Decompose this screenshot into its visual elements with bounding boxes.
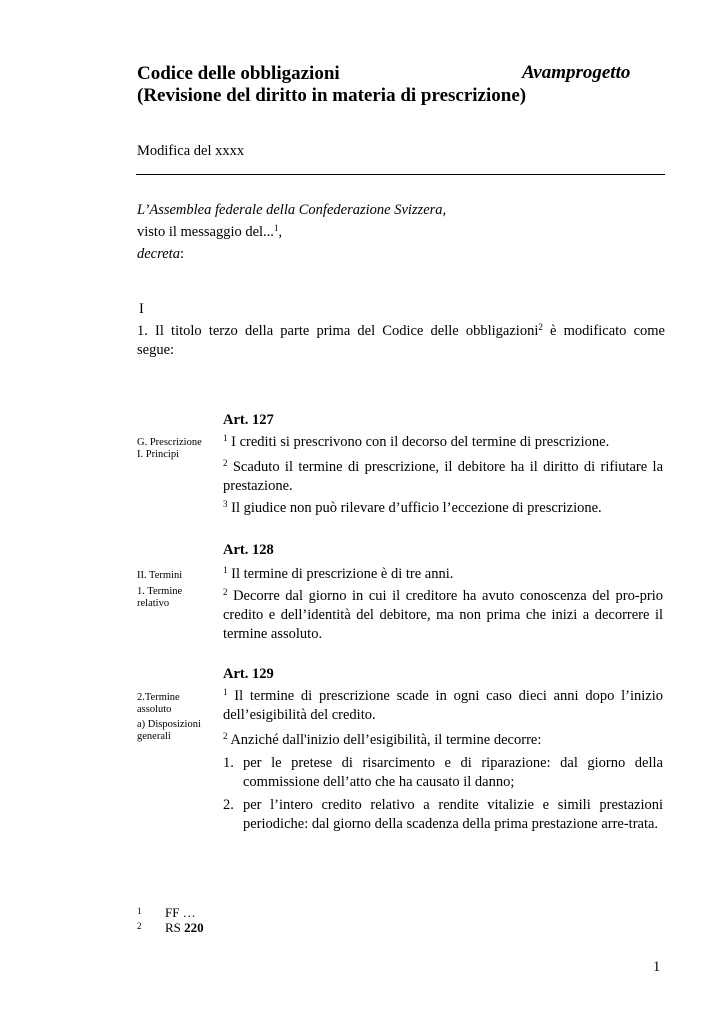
footnote [137,904,196,920]
preamble-decree [137,245,184,264]
margin-note [137,570,212,610]
article-paragraph [223,565,663,584]
article-title: Art. 129 [223,666,274,682]
footnote-text: FF … [165,905,196,920]
page-number: 1 [653,959,661,975]
paragraph-number: 2 [223,731,228,741]
paragraph-text: Il giudice non può rilevare d’ufficio l’eccezione di prescrizione. [231,500,602,516]
section-intro [137,322,665,360]
preamble-message [137,223,282,242]
section-intro-line1 [137,322,665,341]
margin-note-line: II. Termini [137,570,183,581]
draft-label: Avamprogetto [522,62,631,83]
footnote-number: 2 [137,921,142,931]
margin-note-line: a) Disposizioni generali [137,719,201,742]
list-item [223,754,663,792]
preamble-message-text: visto il messaggio del... [137,224,274,240]
amendment-date: Modifica del xxxx [137,143,245,159]
section-intro-text: 1. Il titolo terzo della parte prima del Codice delle obbligazioni [137,323,539,339]
list-item-number: 1. [223,755,234,771]
article-paragraph [223,687,663,725]
preamble-decree-word: decreta [137,246,180,262]
article-paragraph [223,433,663,452]
paragraph-number: 2 [223,458,228,468]
list-item [223,796,663,834]
article-title: Art. 128 [223,542,274,558]
paragraph-number: 1 [223,565,228,575]
document-title: Codice delle obbligazioni [137,63,340,84]
paragraph-text: Scaduto il termine di prescrizione, il debitore ha il diritto di rifiutare la prestazione. [223,459,664,494]
paragraph-number: 2 [223,587,228,597]
paragraph-number: 3 [223,499,228,509]
preamble-message-end: , [278,224,283,240]
footnote-number: 1 [137,906,142,916]
margin-note-line: 2.Termine assoluto [137,692,180,715]
margin-note-line: G. Prescrizione [137,437,202,448]
margin-note [137,692,212,743]
footnote-ref-1[interactable]: 1 [273,223,279,233]
list-item-text: per l’intero credito relativo a rendite vitalizie e simili prestazioni periodiche: dal giorno della scadenza della prima prestazione arre-trata. [243,797,663,832]
section-intro-line2: segue: [137,342,175,358]
paragraph-text: Il termine di prescrizione scade in ogni caso dieci anni dopo l’inizio dell’esigibilità del credito. [223,688,663,723]
section-roman: I [139,301,144,317]
paragraph-text: Il termine di prescrizione è di tre anni. [231,566,454,582]
margin-note-line: 1. Termine relativo [137,586,183,609]
paragraph-text: Anziché dall'inizio dell’esigibilità, il termine decorre: [230,732,542,748]
paragraph-text: I crediti si prescrivono con il decorso del termine di prescrizione. [231,434,610,450]
list-item-text: per le pretese di risarcimento e di riparazione: dal giorno della commissione dell’atto che ha causato il danno; [243,755,663,790]
header-divider [136,174,665,175]
paragraph-number: 1 [223,687,228,697]
article-paragraph [223,731,663,750]
article-title: Art. 127 [223,412,274,428]
document-subtitle: (Revisione del diritto in materia di prescrizione) [137,85,527,106]
footnote-text: RS [165,920,185,935]
list-item-number: 2. [223,797,234,813]
article-paragraph [223,587,663,644]
footnote [137,919,204,935]
margin-note-line: I. Principi [137,449,179,460]
article-paragraph [223,458,663,496]
article-paragraph [223,499,663,518]
section-intro-text-b: è modificato come [542,323,665,339]
footnote-ref-2[interactable]: 2 [538,322,543,332]
preamble-decree-colon: : [179,246,184,262]
footnote-bold: 220 [184,920,204,935]
preamble-assembly: L’Assemblea federale della Confederazione Svizzera, [137,202,447,218]
margin-note [137,437,212,461]
paragraph-text: Decorre dal giorno in cui il creditore ha avuto conoscenza del pro-prio credito e dell’identità del debitore, ma non prima che inizi a decorrere il termine assoluto. [223,588,664,642]
paragraph-number: 1 [223,433,228,443]
